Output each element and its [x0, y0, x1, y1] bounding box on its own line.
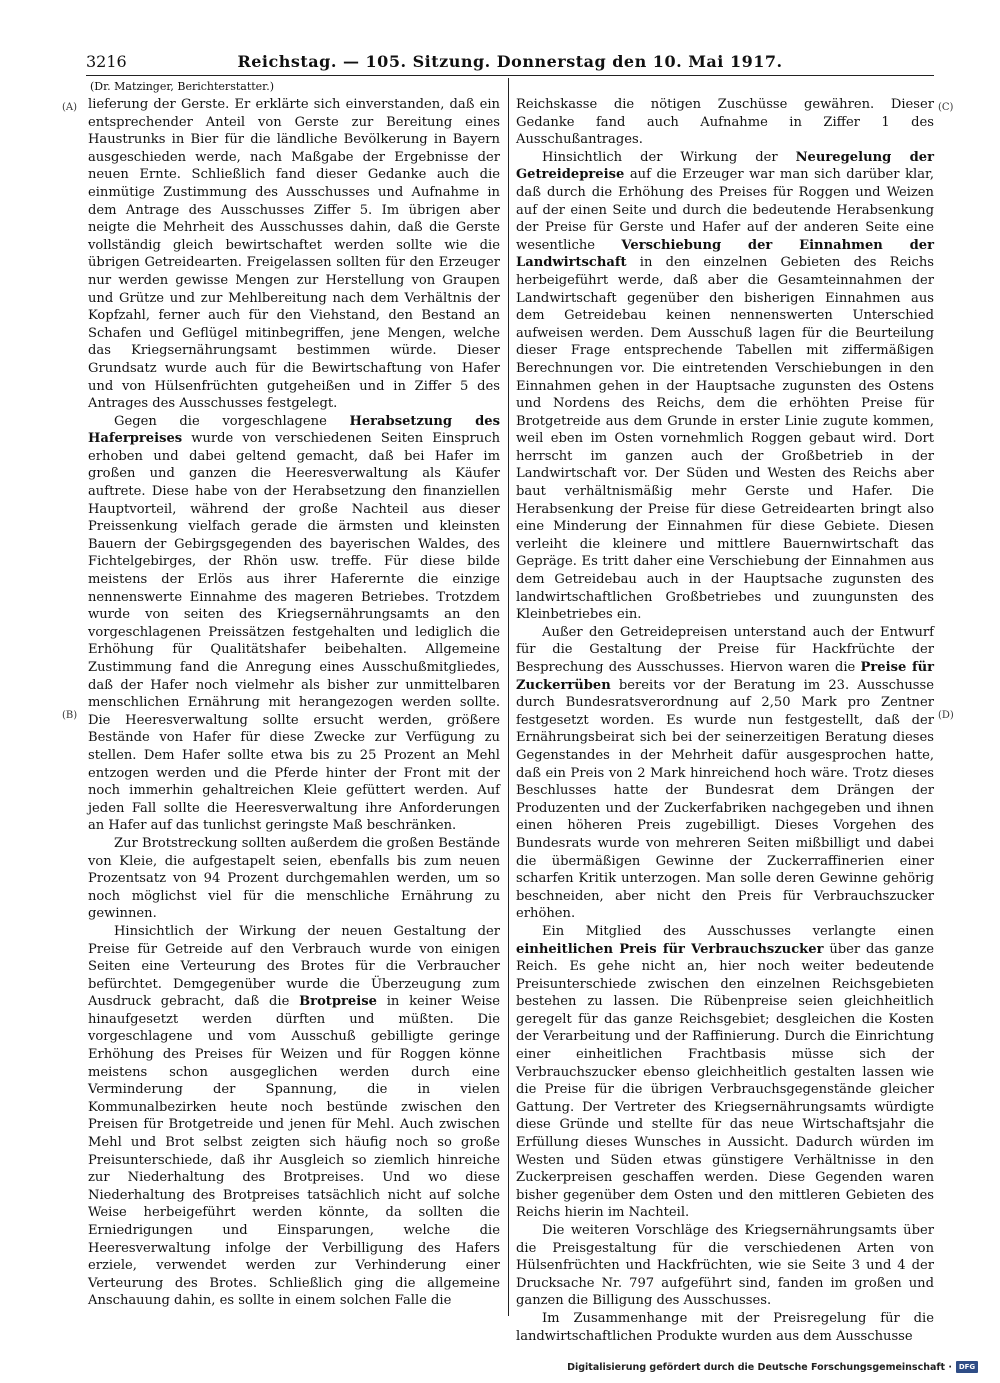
text-run: Ein Mitglied des Ausschusses verlangte einen [542, 923, 934, 939]
margin-mark-a: (A) [62, 102, 78, 113]
paragraph [516, 149, 934, 624]
paragraph: lieferung der Gerste. Er erklärte sich einverstanden, daß ein entsprechender Anteil von Gerste zur Bereitung eines Haustrunks in Bier für die ländliche Bevölkerung in Bayern ausgeschieden werde, nach Maßgabe der Ergebnisse der neuen Ernte. Schließlich fand dieser Gedanke auch die einmütige Zustimmung des Ausschusses und Aufnahme in dem Antrage des Ausschusses Ziffer 5. Im übrigen aber neigte die Mehrheit des Ausschusses dahin, daß die Gerste vollständig gleich bewirtschaftet werden sollte wie die übrigen Getreidearten. Freigelassen sollten für den Erzeuger nur werden gewisse Mengen zur Herstellung von Graupen und Grütze und zur Mehlbereitung nach dem Verhältnis der Kopfzahl, ferner auch für den Viehstand, den Bestand an Schafen und Geflügel mitinbegriffen, jene Mengen, welche das Kriegsernährungsamt bestimmen würde. Dieser Grundsatz wurde auch für die Bewirtschaftung von Hafer und von Hülsenfrüchten gutgeheißen und in Ziffer 5 des Antrages des Ausschusses festgelegt. [88, 97, 500, 412]
paragraph: Die weiteren Vorschläge des Kriegsernährungsamts über die Preisgestaltung für die verschiedenen Arten von Hülsenfrüchten und Hackfrüchten, wie sie Seite 3 und 4 der Drucksache Nr. 797 aufgeführt sind, fanden im großen und ganzen die Billigung des Ausschusses. [516, 1223, 934, 1309]
text-run: bereits vor der Beratung im 23. Ausschusse durch Bundesratsverordnung auf 2,50 Mark pro Zentner festgesetzt worden. Es wurde nun festgestellt, daß der Ernährungsbeirat sich bei der seinerzeitigen Beratung dieses Gegenstandes in der Mehrheit dafür ausgesprochen hatte, daß ein Preis von 2 Mark hinreichend hoch wäre. Trotz dieses Beschlusses hatte der Bundesrat dem Drängen der Produzenten und der Zuckerfabriken nachgegeben und ihnen einen höheren Preis zugebilligt. Dieses Vorgehen des Bundesrats wurde von mehreren Seiten mißbilligt und dabei die übermäßigen Gewinne der Zuckerraffinerien einer scharfen Kritik unterzogen. Man solle deren Gewinne gehörig beschneiden, aber nicht den Preis für Verbrauchszucker erhöhen. [516, 677, 934, 922]
text-run: in keiner Weise hinaufgesetzt werden dürften und müßten. Die vorgeschlagene und vom Ausschuß gebilligte geringe Erhöhung des Preises für Weizen und für Roggen könne meistens schon ausgeglichen werden durch eine Verminderung der Spannung, die in vielen Kommunalbezirken heute noch bestünde zwischen den Preisen für Brotgetreide und jenen für Mehl. Auch zwischen Mehl und Brot selbst zeigten sich häufig noch so große Preisunterschiede, daß ihr Ausgleich so ziemlich hinreiche zur Niederhaltung des Brotpreises. Und wo diese Niederhaltung des Brotpreises tatsächlich nicht auf solche Weise herbeigeführt werden könnte, da sollten die Erniedrigungen und Einsparungen, welche die Heeresverwaltung infolge der Verbilligung des Hafers erziele, verwendet werden zur Verhinderung einer Verteurung des Brotes. Schließlich ging die allgemeine Anschauung dahin, es sollte in einem solchen Falle die [88, 994, 500, 1309]
footer-text: Digitalisierung gefördert durch die Deutsche Forschungsgemeinschaft · [567, 1361, 952, 1373]
margin-mark-d: (D) [938, 710, 954, 721]
column-divider [508, 78, 509, 1316]
bold-term: Preise für Zuckerrüben [516, 660, 934, 693]
margin-mark-c: (C) [938, 102, 954, 113]
text-run: auf die Erzeuger war man sich darüber klar, daß durch die Erhöhung des Preises für Roggen und Weizen auf der einen Seite und durch die bedeutende Herabsenkung der Preise für Gerste und Hafer auf der anderen Seite eine wesentliche [516, 167, 934, 253]
page-header [86, 52, 934, 74]
paragraph [88, 923, 500, 1310]
text-run: wurde von verschiedenen Seiten Einspruch erhoben und dabei geltend gemacht, daß bei Hafer im großen und ganzen die Heeresverwaltung als Käufer auftrete. Diese habe von der Herabsetzung den finanziellen Hauptvorteil, während der große Nachteil aus dieser Preissenkung vielfach gerade die ärmsten und kleinsten Bauern der Gebirgsgegenden des bayerischen Waldes, des Fichtelgebirges, der Rhön usw. treffe. Für diese bilde meistens der Erlös aus ihrer Haferernte die einzige nennenswerte Einnahme des mageren Betriebes. Trotzdem wurde von seiten des Kriegsernährungsamts an den vorgeschlagenen Preissätzen festgehalten und lediglich die Erhöhung für Qualitätshafer beibehalten. Allgemeine Zustimmung fand die Anregung eines Ausschußmitgliedes, daß der Hafer noch vielmehr als bisher zur unmittelbaren menschlichen Ernährung mit herangezogen werden sollte. Die Heeresverwaltung sollte ersucht werden, größere Bestände von Hafer für diese Zwecke zur Verfügung zu stellen. Dem Hafer sollte etwa bis zu 25 Prozent an Mehl entzogen werden und die Pferde hinter der Front mit der noch immerhin gehaltreichen Kleie gefüttert werden. Auf jeden Fall sollte die Heeresverwaltung ihre Anforderungen an Hafer auf das tunlichst geringste Maß beschränken. [88, 431, 500, 834]
paragraph: Zur Brotstreckung sollten außerdem die großen Bestände von Kleie, die aufgestapelt seien, ebenfalls bis zum neuen Prozentsatz von 94 Prozent durchgemahlen werden, um so noch möglichst viel für die menschliche Ernährung zu gewinnen. [88, 835, 500, 922]
speaker-note: (Dr. Matzinger, Berichterstatter.) [90, 80, 275, 93]
bold-term: Verschiebung der Einnahmen der Landwirtschaft [516, 237, 934, 271]
dfg-logo: DFG [956, 1361, 978, 1373]
left-column [88, 96, 500, 1318]
right-column [516, 96, 934, 1344]
header-rule [86, 75, 934, 76]
page-number: 3216 [86, 52, 127, 71]
paragraph [88, 413, 500, 835]
text-run: über das ganze Reich. Es gehe nicht an, hier noch weiter bedeutende Preisunterschiede zwischen den einzelnen Reichsgebieten bestehen zu lassen. Die Rübenpreise seien gleichheitlich geregelt für das ganze Reichsgebiet; desgleichen die Kosten der Verarbeitung und der Raffinierung. Durch die Einrichtung einer einheitlichen Frachtbasis müsse sich der Verbrauchszucker ebenso gleichheitlich gestalten lassen wie die Preise für die übrigen Verbrauchsgegenstände gleicher Gattung. Der Vertreter des Kriegsernährungsamts würdigte diese Gründe und stellte für das neue Wirtschaftsjahr die Erfüllung dieses Wunsches in Aussicht. Dadurch würden im Westen und Süden etwas günstigere Verhältnisse in den Zuckerpreisen geschaffen werden. Diese Gegenden waren bisher gegenüber dem Osten und den mittleren Gebieten des Reichs hierin im Nachteil. [516, 941, 934, 1221]
bold-term: Brotpreise [299, 994, 377, 1010]
paragraph [516, 624, 934, 923]
text-run: in den einzelnen Gebieten des Reichs herbeigeführt werde, daß aber die Gesamteinnahmen der Landwirtschaft gegenüber den bisherigen Einnahmen aus dem Getreidebau keinen nennenswerten Unterschied aufweisen werden. Dem Ausschuß lagen für die Beurteilung dieser Frage entsprechende Tabellen mit ziffermäßigen Berechnungen vor. Die eintretenden Verschiebungen in den Einnahmen gehen in der Hauptsache zugunsten des Ostens und Nordens des Reichs, dem die erhöhten Preise für Brotgetreide aus dem Grunde in erster Linie zugute kommen, weil eben im Osten vornehmlich Roggen gebaut wird. Dort herrscht im ganzen auch der Großbetrieb in der Landwirtschaft vor. Der Süden und Westen des Reichs aber baut verhältnismäßig mehr Gerste und Hafer. Die Herabsenkung der Preise für diese Getreidearten bringt also eine Minderung der Einnahmen für diese Gebiete. Diesen verleiht die kleinere und mittlere Bauernwirtschaft das Gepräge. Es tritt daher eine Verschiebung der Einnahmen aus dem Getreidebau auch in der Hauptsache zugunsten des landwirtschaftlichen Großbetriebes und zuungunsten des Kleinbetriebes ein. [516, 255, 934, 623]
bold-term: Herabsetzung des Haferpreises [88, 413, 500, 447]
bold-term: einheitlichen Preis für Verbrauchszucker [516, 941, 824, 957]
margin-mark-b: (B) [62, 710, 78, 721]
text-run: Außer den Getreidepreisen unterstand auch der Entwurf für die Gestaltung der Preise für Hackfrüchte der Besprechung des Ausschusses. Hiervon waren die [516, 624, 934, 675]
text-run: Gegen die vorgeschlagene [114, 413, 350, 429]
text-run: Hinsichtlich der Wirkung der neuen Gestaltung der Preise für Getreide auf den Verbrauch wurde von einigen Seiten eine Verteurung des Brotes für die Verbraucher befürchtet. Demgegenüber wurde die Überzeugung zum Ausdruck gebracht, daß die [88, 923, 500, 1010]
text-run: Hinsichtlich der Wirkung der [542, 149, 796, 165]
footer [567, 1361, 978, 1373]
paragraph [516, 923, 934, 1222]
paragraph: Im Zusammenhange mit der Preisregelung für die landwirtschaftlichen Produkte wurden aus dem Ausschusse [516, 1310, 934, 1344]
running-title: Reichstag. — 105. Sitzung. Donnerstag den 10. Mai 1917. [237, 52, 783, 71]
bold-term: Neuregelung der Getreidepreise [516, 149, 934, 183]
paragraph: Reichskasse die nötigen Zuschüsse gewähren. Dieser Gedanke fand auch Aufnahme in Ziffer 1 des Ausschußantrages. [516, 97, 934, 148]
